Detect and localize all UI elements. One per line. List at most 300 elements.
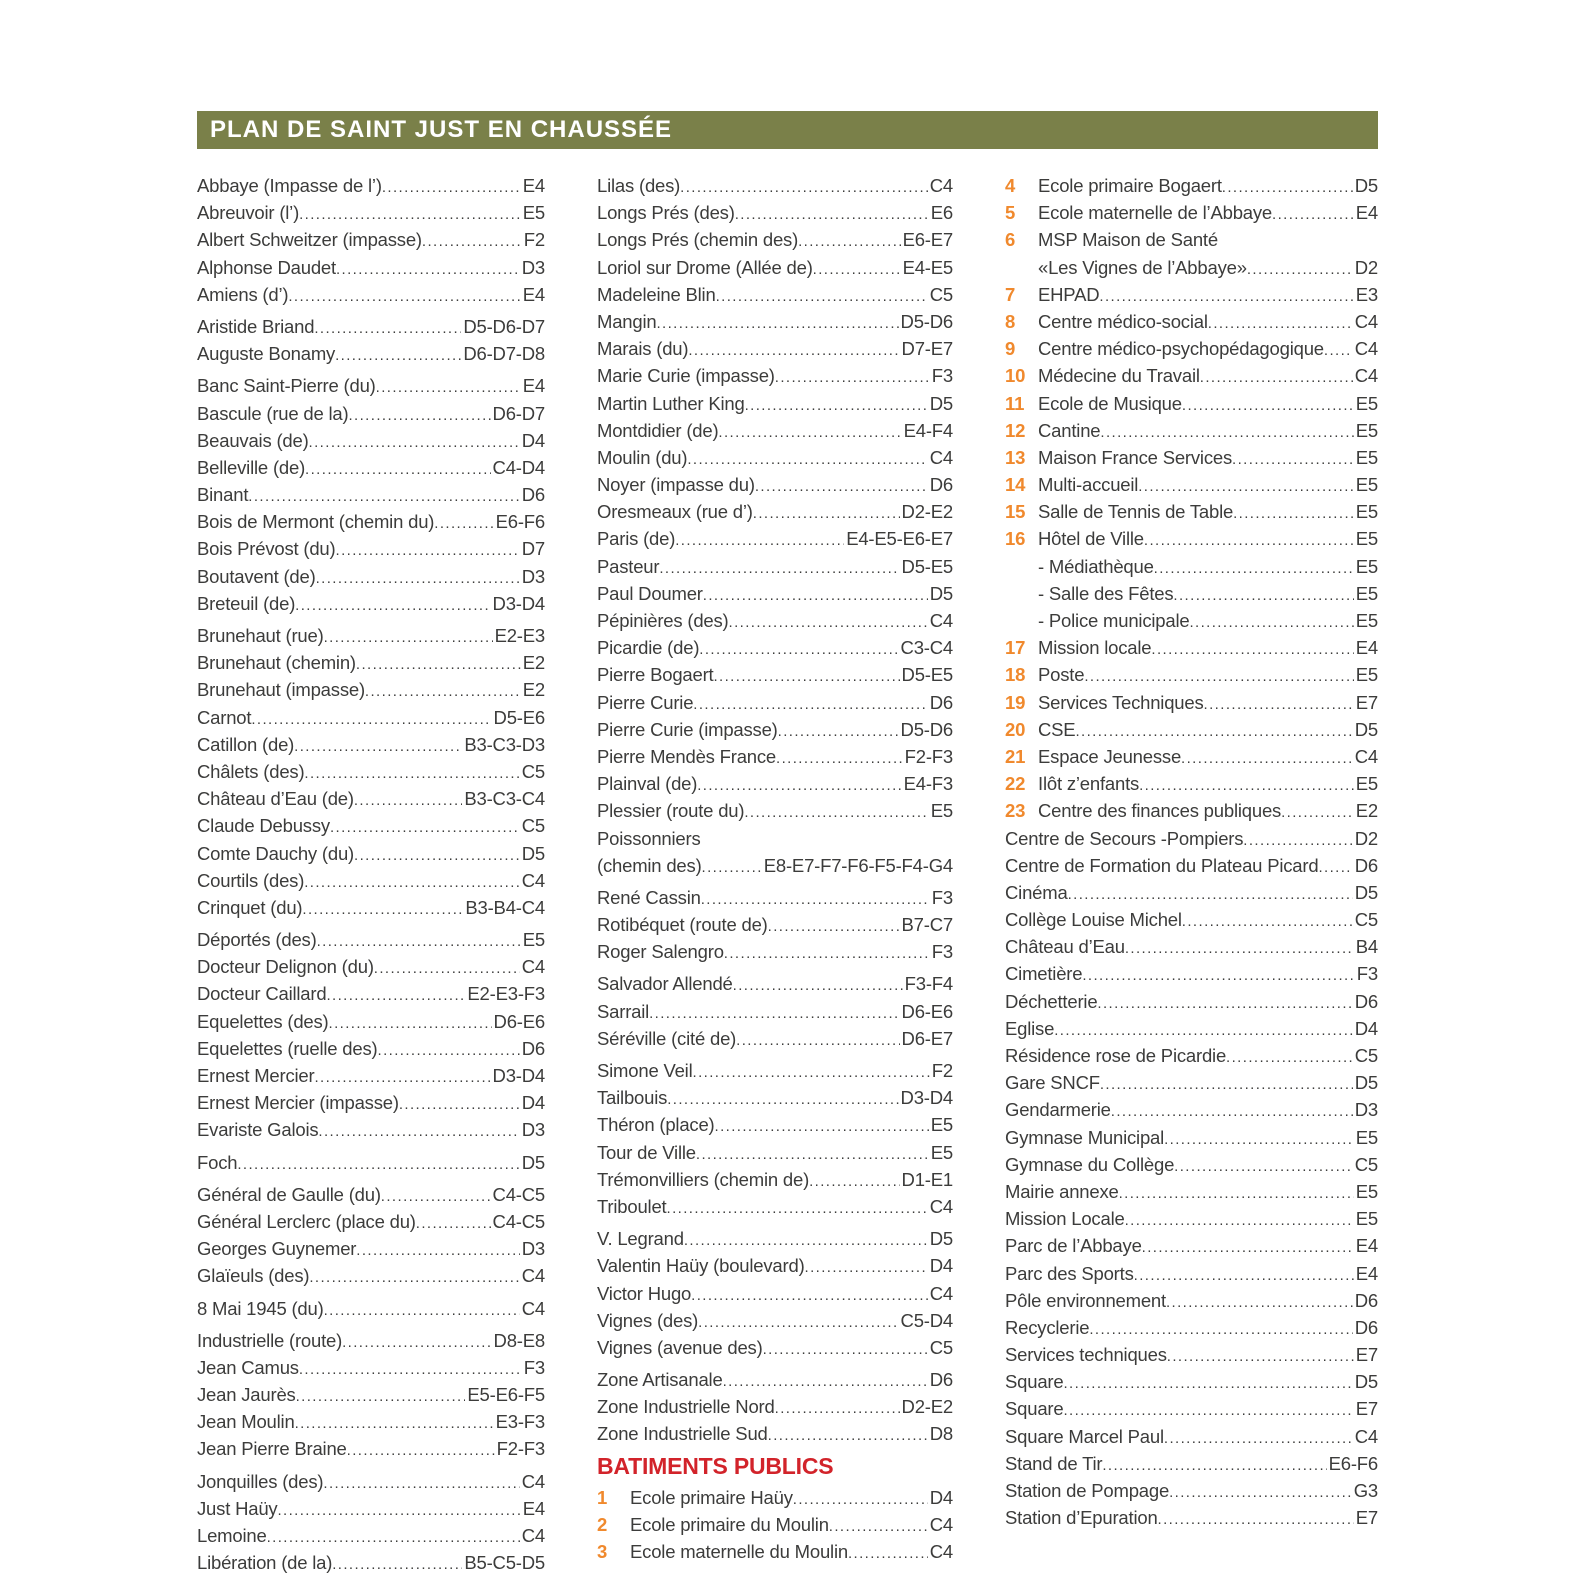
dot-leader: [675, 525, 844, 554]
dot-leader: [314, 313, 461, 342]
entry-name: Vignes (avenue des): [597, 1336, 763, 1358]
grid-reference: C5: [521, 760, 545, 782]
index-entry: [597, 308, 953, 335]
dot-leader: [1084, 661, 1353, 690]
grid-reference: E4: [1355, 637, 1378, 659]
index-entry: [597, 254, 953, 281]
grid-reference: D5: [1354, 1072, 1378, 1094]
grid-reference: D6-D7: [492, 402, 545, 424]
dot-leader: [309, 1262, 519, 1291]
public-building-entry: [1005, 308, 1378, 335]
index-entry: [197, 926, 545, 953]
index-entry: [197, 649, 545, 676]
entry-name: Bascule (rue de la): [197, 402, 349, 424]
grid-reference: D3: [521, 256, 545, 278]
index-entry: [597, 335, 953, 362]
grid-reference: D6: [521, 484, 545, 506]
grid-reference: E2-E3-F3: [467, 983, 545, 1005]
grid-reference: D4: [521, 1092, 545, 1114]
grid-reference: E5: [1355, 582, 1378, 604]
index-entry: [1005, 1042, 1378, 1069]
dot-leader: [687, 444, 927, 473]
dot-leader: [332, 1549, 462, 1575]
dot-leader: [702, 852, 762, 881]
index-entry: [597, 716, 953, 743]
grid-reference: F2-F3: [496, 1438, 545, 1460]
entry-name: Centre de Secours -Pompiers: [1005, 827, 1244, 849]
index-entry: [597, 1025, 953, 1052]
grid-reference: E4: [522, 175, 545, 196]
index-entry: [597, 1393, 953, 1420]
dot-leader: [667, 1084, 898, 1113]
page-title: PLAN DE SAINT JUST EN CHAUSSÉE: [210, 116, 673, 143]
dot-leader: [299, 199, 521, 228]
index-entry: [197, 313, 545, 340]
public-building-entry: [1005, 417, 1378, 444]
entry-name: Rotibéquet (route de): [597, 914, 768, 936]
entry-name: Libération (de la): [197, 1552, 333, 1574]
grid-reference: E4: [522, 1497, 545, 1519]
dot-leader: [701, 884, 930, 913]
entry-name: Recyclerie: [1005, 1316, 1090, 1338]
public-building-entry: [1005, 797, 1378, 824]
entry-name: Pierre Curie: [597, 691, 694, 713]
public-building-entry: [1005, 743, 1378, 770]
grid-reference: E5: [930, 1141, 953, 1163]
dot-leader: [718, 417, 901, 446]
index-entry: [1005, 1232, 1378, 1259]
dot-leader: [1125, 933, 1354, 962]
entry-name: Comte Dauchy (du): [197, 842, 354, 864]
index-entry: [597, 661, 953, 688]
entry-name: Ecole primaire Haüy: [630, 1486, 793, 1508]
dot-leader: [336, 535, 520, 564]
entry-name: Général Lerclerc (place du): [197, 1210, 416, 1232]
entry-name: René Cassin: [597, 886, 701, 908]
building-number: 3: [597, 1541, 608, 1562]
dot-leader: [1164, 1124, 1354, 1153]
dot-leader: [1222, 172, 1353, 201]
dot-leader: [1164, 1423, 1353, 1452]
entry-name: Pierre Bogaert: [597, 664, 714, 686]
entry-name: Picardie (de): [597, 637, 700, 659]
dot-leader: [1173, 580, 1353, 609]
entry-name: Plainval (de): [597, 773, 698, 795]
index-entry: [597, 471, 953, 498]
entry-name: Mission Locale: [1005, 1208, 1125, 1230]
dot-leader: [1068, 879, 1353, 908]
entry-name: Jean Pierre Braine: [197, 1438, 347, 1460]
dot-leader: [696, 1139, 929, 1168]
index-entry: [597, 884, 953, 911]
entry-name: Salle de Tennis de Table: [1038, 501, 1234, 523]
index-entry: [197, 1354, 545, 1381]
entry-name: Poste: [1038, 664, 1085, 686]
dot-leader: [793, 1484, 928, 1513]
index-entry: [197, 1295, 545, 1322]
entry-name: Ecole maternelle du Moulin: [630, 1541, 848, 1562]
entry-name: Montdidier (de): [597, 419, 719, 441]
dot-leader: [1324, 335, 1353, 364]
dot-leader: [277, 1495, 520, 1524]
dot-leader: [1154, 553, 1354, 582]
index-entry: [597, 444, 953, 471]
public-building-entry: [1005, 471, 1378, 498]
grid-reference: D5: [521, 842, 545, 864]
building-number: 12: [1005, 419, 1026, 441]
entry-name: Lemoine: [197, 1525, 267, 1546]
grid-reference: D5-D6: [900, 310, 953, 332]
dot-leader: [422, 226, 522, 255]
dot-leader: [416, 1208, 491, 1237]
dot-leader: [1200, 362, 1353, 391]
dot-leader: [376, 372, 521, 401]
entry-name: Sarrail: [597, 1000, 650, 1022]
grid-reference: E6: [930, 202, 953, 224]
grid-reference: E7: [1355, 691, 1378, 713]
entry-name: Mairie annexe: [1005, 1180, 1119, 1202]
building-number: 11: [1005, 392, 1025, 414]
index-entry: [197, 1181, 545, 1208]
entry-name: Pôle environnement: [1005, 1289, 1166, 1311]
dot-leader: [347, 1435, 495, 1464]
dot-leader: [1100, 1069, 1353, 1098]
entry-name: Résidence rose de Picardie: [1005, 1045, 1227, 1066]
entry-name: Stand de Tir: [1005, 1452, 1103, 1474]
public-building-entry: [1005, 390, 1378, 417]
index-entry: [597, 553, 953, 580]
dot-leader: [1134, 1260, 1354, 1289]
public-building-entry: [1005, 634, 1378, 661]
public-building-entry: [1005, 335, 1378, 362]
index-entry: [197, 1262, 545, 1289]
dot-leader: [1151, 634, 1353, 663]
index-entry: [197, 758, 545, 785]
dot-leader: [1243, 825, 1352, 854]
index-entry: [197, 1149, 545, 1176]
public-building-entry: [1005, 498, 1378, 525]
public-building-entry: [597, 1484, 953, 1511]
entry-name: Beauvais (de): [197, 429, 309, 451]
entry-name: Madeleine Blin: [597, 283, 716, 305]
index-entry: [1005, 1368, 1378, 1395]
grid-reference: D8: [929, 1423, 953, 1445]
index-entry: [1005, 1504, 1378, 1531]
dot-leader: [1063, 1368, 1352, 1397]
entry-name: Triboulet: [597, 1195, 667, 1217]
dot-leader: [324, 622, 493, 651]
dot-leader: [295, 1408, 494, 1437]
index-entry: [1005, 933, 1378, 960]
grid-reference: D4: [929, 1486, 953, 1508]
entry-name: Eglise: [1005, 1017, 1055, 1039]
index-entry: [197, 676, 545, 703]
index-entry: [1005, 879, 1378, 906]
index-entry: [197, 1327, 545, 1354]
grid-reference: C4: [1354, 365, 1378, 387]
public-building-entry: [1005, 362, 1378, 389]
dot-leader: [667, 1193, 928, 1222]
dot-leader: [296, 1381, 466, 1410]
dot-leader: [703, 580, 928, 609]
grid-reference: D5: [1354, 718, 1378, 740]
public-building-entry: [1005, 689, 1378, 716]
index-entry: [597, 1420, 953, 1447]
grid-reference: C4: [521, 1470, 545, 1492]
dot-leader: [324, 1295, 520, 1324]
dot-leader: [1182, 390, 1354, 419]
grid-reference: C4: [929, 175, 953, 196]
index-entry: [197, 1208, 545, 1235]
dot-leader: [713, 661, 899, 690]
index-entry: [197, 785, 545, 812]
entry-name: Mangin: [597, 310, 657, 332]
entry-name: Moulin (du): [597, 446, 688, 468]
grid-reference: C3-C4: [900, 637, 953, 659]
entry-name: Crinquet (du): [197, 896, 303, 918]
index-entry: [597, 1193, 953, 1220]
index-entry: [597, 1111, 953, 1138]
grid-reference: D3: [1354, 1099, 1378, 1121]
dot-leader: [1125, 1205, 1354, 1234]
index-entry: [597, 1307, 953, 1334]
entry-name: Ilôt z’enfants: [1038, 773, 1140, 795]
index-entry: [197, 1435, 545, 1462]
dot-leader: [745, 390, 928, 419]
grid-reference: C5-D4: [900, 1309, 953, 1331]
grid-reference: C4: [929, 610, 953, 631]
grid-reference: E4-E5: [902, 256, 953, 278]
grid-reference: E5: [1355, 392, 1378, 414]
entry-name: Cantine: [1038, 419, 1101, 441]
dot-leader: [326, 980, 465, 1009]
grid-reference: C4: [1354, 745, 1378, 767]
entry-name: Collège Louise Michel: [1005, 909, 1182, 931]
dot-leader: [778, 716, 899, 745]
entry-name: Centre de Formation du Plateau Picard: [1005, 854, 1319, 876]
index-entry: [597, 1166, 953, 1193]
dot-leader: [693, 689, 927, 718]
public-building-entry: [1005, 661, 1378, 688]
entry-name: Services techniques: [1005, 1344, 1167, 1366]
entry-name: Breteuil (de): [197, 592, 296, 614]
dot-leader: [1169, 1477, 1352, 1506]
index-entry: [1005, 1314, 1378, 1341]
grid-reference: E5: [930, 1114, 953, 1136]
entry-name: Jean Jaurès: [197, 1384, 296, 1406]
entry-name: Marie Curie (impasse): [597, 365, 775, 387]
grid-reference: D6: [1354, 1289, 1378, 1311]
index-entry: [1005, 1260, 1378, 1287]
dot-leader: [1272, 199, 1354, 228]
dot-leader: [659, 553, 899, 582]
index-entry: [597, 525, 953, 552]
index-entry: [597, 970, 953, 997]
dot-leader: [304, 758, 519, 787]
entry-name: Pépinières (des): [597, 610, 729, 631]
entry-name: Vignes (des): [597, 1309, 699, 1331]
dot-leader: [304, 867, 520, 896]
grid-reference: C4-D4: [492, 456, 545, 478]
entry-name: Plessier (route du): [597, 800, 745, 822]
grid-reference: C4: [521, 869, 545, 891]
building-number: 13: [1005, 446, 1026, 468]
entry-name: Trémonvilliers (chemin de): [597, 1168, 810, 1190]
entry-name: Loriol sur Drome (Allée de): [597, 256, 813, 278]
public-building-entry: [1005, 525, 1378, 552]
entry-name: Brunehaut (rue): [197, 625, 324, 646]
entry-name: Mission locale: [1038, 637, 1152, 659]
grid-reference: E7: [1355, 1344, 1378, 1366]
index-column-2: [597, 172, 953, 1575]
index-entry: [197, 867, 545, 894]
grid-reference: E5: [1355, 773, 1378, 795]
index-entry: [597, 1280, 953, 1307]
grid-reference: C5: [521, 815, 545, 837]
dot-leader: [399, 1089, 520, 1118]
entry-name: Catillon (de): [197, 733, 295, 755]
index-entry: [197, 1522, 545, 1549]
grid-reference: E5: [1355, 419, 1378, 441]
index-entry: [597, 281, 953, 308]
entry-name: Albert Schweitzer (impasse): [197, 229, 422, 251]
grid-reference: D7-E7: [901, 338, 953, 360]
entry-name: Bois Prévost (du): [197, 538, 336, 560]
index-entry: [1005, 825, 1378, 852]
entry-name: Aristide Briand: [197, 315, 315, 337]
dot-leader: [1181, 743, 1353, 772]
grid-reference: E5: [1355, 446, 1378, 468]
entry-name: Square Marcel Paul: [1005, 1425, 1164, 1447]
entry-name: MSP Maison de Santé: [1038, 229, 1218, 251]
index-entry: [597, 498, 953, 525]
grid-reference: D2: [1354, 827, 1378, 849]
dot-leader: [336, 254, 520, 283]
entry-name: EHPAD: [1038, 283, 1100, 305]
grid-reference: E4: [522, 283, 545, 305]
index-entry: [1005, 1151, 1378, 1178]
entry-name: Belleville (de): [197, 456, 306, 478]
index-entry: [597, 1084, 953, 1111]
grid-reference: E4: [522, 375, 545, 397]
grid-reference: C4: [929, 1541, 953, 1562]
dot-leader: [1233, 498, 1354, 527]
dot-leader: [1232, 444, 1354, 473]
entry-name: Pasteur: [597, 555, 660, 577]
index-entry: [597, 797, 953, 824]
dot-leader: [698, 1307, 898, 1336]
dot-leader: [829, 1511, 928, 1540]
entry-name: Centre médico-social: [1038, 310, 1208, 332]
index-entry: [197, 590, 545, 617]
dot-leader: [251, 704, 491, 733]
index-entry: [597, 852, 953, 879]
entry-name: Jonquilles (des): [197, 1470, 324, 1492]
index-entry: [197, 481, 545, 508]
building-number: 7: [1005, 283, 1016, 305]
grid-reference: E3: [1355, 283, 1378, 305]
dot-leader: [768, 911, 900, 940]
dot-leader: [1063, 1395, 1353, 1424]
dot-leader: [1142, 1232, 1354, 1261]
dot-leader: [736, 1025, 899, 1054]
dot-leader: [302, 894, 463, 923]
entry-name: Brunehaut (impasse): [197, 679, 365, 701]
dot-leader: [729, 607, 928, 636]
entry-name: Evariste Galois: [197, 1119, 319, 1141]
index-entry: [197, 1549, 545, 1575]
index-entry: [197, 1235, 545, 1262]
dot-leader: [724, 938, 930, 967]
dot-leader: [335, 340, 461, 369]
public-building-entry: [1005, 770, 1378, 797]
grid-reference: B3-B4-C4: [465, 896, 545, 918]
entry-name: Auguste Bonamy: [197, 343, 336, 365]
dot-leader: [299, 1354, 522, 1383]
index-entry: [1005, 960, 1378, 987]
entry-name: Ecole de Musique: [1038, 392, 1182, 414]
grid-reference: D5: [929, 582, 953, 604]
entry-name: «Les Vignes de l’Abbaye»: [1038, 256, 1247, 278]
entry-name: Château d’Eau: [1005, 936, 1125, 958]
grid-reference: E5: [522, 929, 545, 951]
dot-leader: [1119, 1178, 1354, 1207]
index-entry: [197, 454, 545, 481]
entry-name: Marais (du): [597, 338, 689, 360]
entry-name: Gymnase du Collège: [1005, 1153, 1175, 1175]
dot-leader: [1182, 906, 1353, 935]
index-entry: [197, 894, 545, 921]
public-building-entry: [1005, 199, 1378, 226]
title-bar: [197, 111, 1378, 149]
entry-name: Jean Moulin: [197, 1411, 295, 1433]
entry-name: Claude Debussy: [197, 815, 330, 837]
grid-reference: D5: [929, 392, 953, 414]
index-entry: [597, 226, 953, 253]
index-entry: [1005, 1287, 1378, 1314]
public-building-entry: [1005, 172, 1378, 199]
building-number: 21: [1005, 745, 1026, 767]
dot-leader: [1102, 1450, 1326, 1479]
entry-name: Foch: [197, 1151, 238, 1173]
dot-leader: [697, 770, 901, 799]
dot-leader: [356, 649, 521, 678]
index-entry: [197, 508, 545, 535]
grid-reference: D4: [521, 429, 545, 451]
grid-reference: D5: [1354, 881, 1378, 903]
entry-name: Gare SNCF: [1005, 1072, 1100, 1094]
entry-name: Ecole maternelle de l’Abbaye: [1038, 202, 1273, 224]
index-entry: [197, 1495, 545, 1522]
building-number: 10: [1005, 365, 1026, 387]
grid-reference: D6: [1354, 854, 1378, 876]
grid-reference: E5: [522, 202, 545, 224]
dot-leader: [1054, 1015, 1353, 1044]
entry-name: Services Techniques: [1038, 691, 1204, 713]
entry-name: Abbaye (Impasse de l’): [197, 175, 382, 196]
entry-name: Gendarmerie: [1005, 1099, 1111, 1121]
grid-reference: D4: [929, 1255, 953, 1277]
grid-reference: C4: [929, 446, 953, 468]
building-number: 6: [1005, 229, 1016, 251]
entry-name: Square: [1005, 1398, 1064, 1420]
grid-reference: C4: [929, 1282, 953, 1304]
public-building-entry: [1005, 716, 1378, 743]
grid-reference: C4: [521, 1265, 545, 1287]
building-number: 4: [1005, 175, 1016, 196]
entry-name: Bois de Mermont (chemin du): [197, 511, 435, 533]
index-entry: [197, 1116, 545, 1143]
